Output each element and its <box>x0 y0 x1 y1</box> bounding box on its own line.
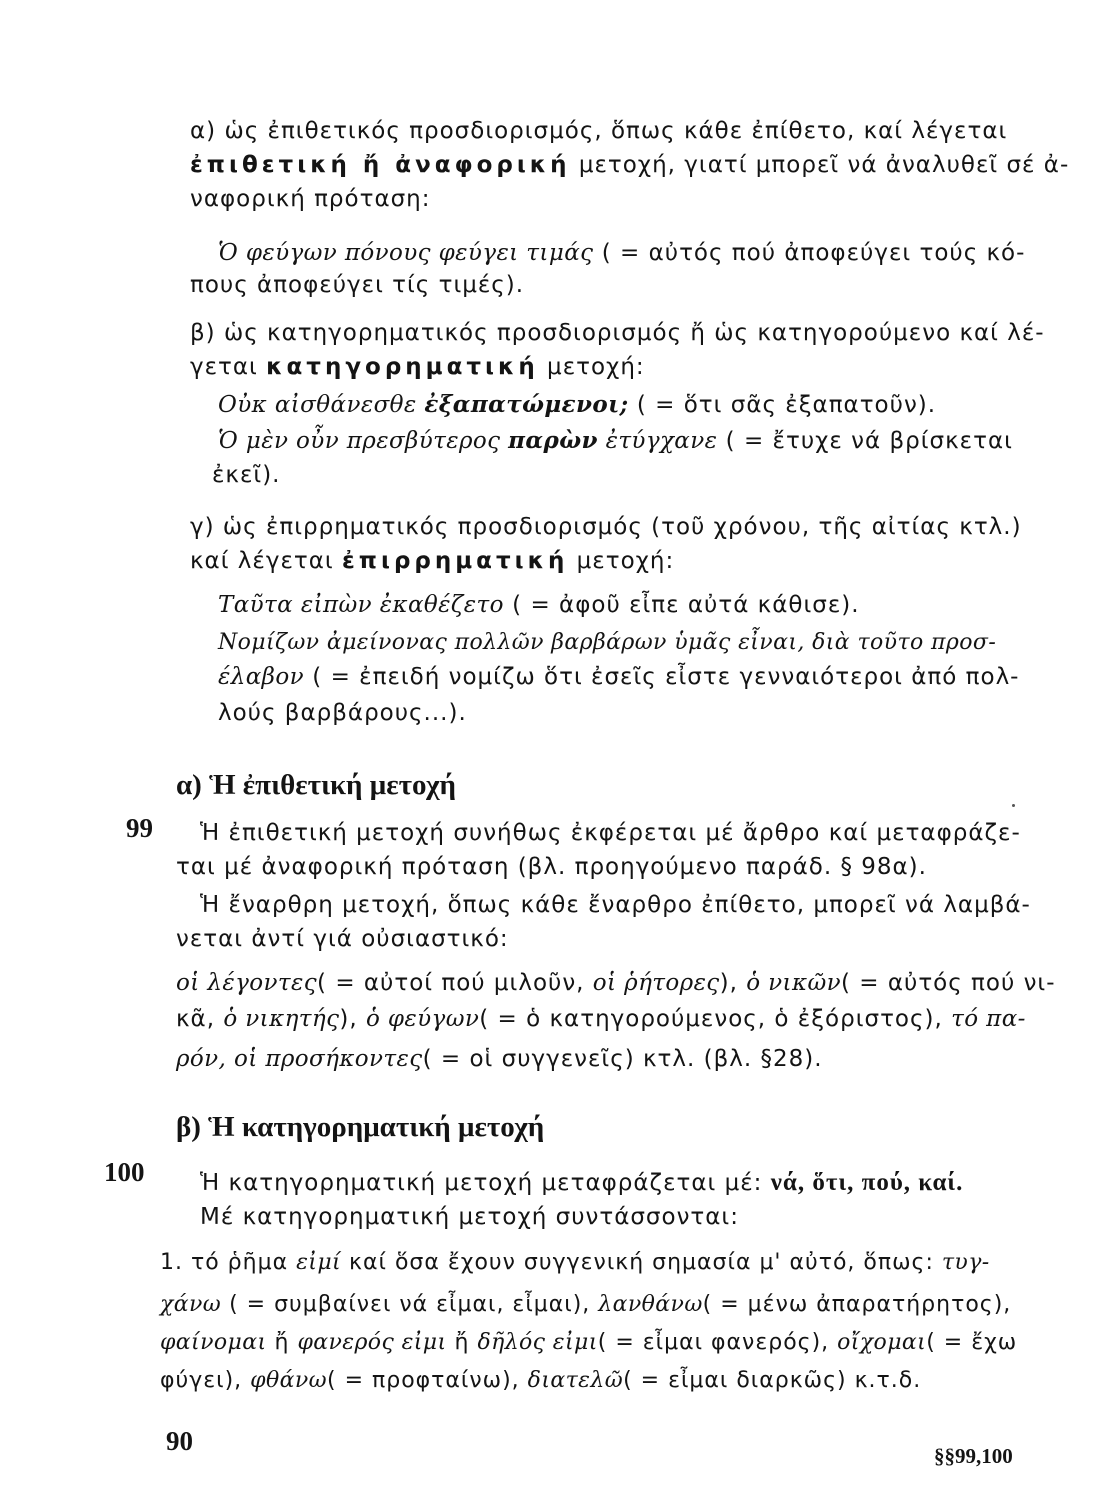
explanation: ( = αὐτός πού νι- <box>840 970 1056 996</box>
explanation: ( = μένω ἀπαρατήρητος), <box>702 1292 1012 1317</box>
section-a-p1-line-2: ται μέ ἀναφορική πρόταση (βλ. προηγούμενο παράδ. § 98α). <box>176 854 927 880</box>
section-b-item-1-line-1 <box>160 1248 990 1278</box>
intro-b-example-2: Ὁ μὲν οὖν πρεσβύτερος παρὼν ἐτύγχανε ( = ἔτυχε νά βρίσκεται <box>218 427 1013 454</box>
section-number-100: 100 <box>104 1157 145 1187</box>
section-a-example-line-3 <box>176 1044 823 1074</box>
greek-term: ὁ νικητής <box>223 1006 340 1032</box>
greek-term: φαίνομαι <box>160 1330 267 1355</box>
section-b-p1-line-1: Ἡ κατηγορηματική μετοχή μεταφράζεται μέ: νά, ὅτι, πού, καί. <box>200 1169 964 1196</box>
translation-words: νά, ὅτι, πού, καί. <box>770 1169 964 1196</box>
page-number: 90 <box>166 1426 193 1456</box>
explanation: ἤ <box>266 1330 298 1355</box>
page-speck <box>1012 804 1015 807</box>
term-katigorimatiki: κατηγορηματική <box>266 354 539 380</box>
greek-term: ὁ φεύγων <box>365 1006 480 1032</box>
greek-term: οἱ λέγοντες <box>176 970 318 996</box>
intro-a-text: α) ὡς ἐπιθετικός προσδιορισμός, ὅπως κάθε ἐπίθετο, καί λέγεται <box>190 118 1008 144</box>
greek-example: Ὁ φεύγων πόνους φεύγει τιμάς <box>218 240 594 266</box>
section-a-p2-line-2: νεται ἀντί γιά οὐσιαστικό: <box>176 926 509 952</box>
section-heading-epithetiki: α) Ἡ ἐπιθετική μετοχή <box>176 769 456 801</box>
greek-term: οἱ ῥήτορες <box>592 970 720 996</box>
explanation: καί ὅσα ἔχουν συγγενική σημασία μ' αὐτό, ὅπως: <box>341 1250 942 1275</box>
intro-b-line-2: γεται κατηγορηματική μετοχή: <box>190 354 645 380</box>
greek-term: οἴχομαι <box>837 1330 927 1355</box>
section-number-99: 99 <box>126 813 153 843</box>
section-heading-katigorimatiki: β) Ἡ κατηγορηματική μετοχή <box>176 1111 545 1143</box>
explanation: κᾶ, <box>176 1006 224 1032</box>
greek-term: ὁ νικῶν <box>746 970 841 996</box>
explanation: ( = συμβαίνει νά εἶμαι, εἶμαι), <box>221 1292 599 1317</box>
intro-c-line-2: καί λέγεται ἐπιρρηματική μετοχή: <box>190 548 675 574</box>
explanation: ( = εἶμαι διαρκῶς) κ.τ.δ. <box>623 1368 922 1393</box>
greek-term: φανερός εἰμι <box>297 1330 447 1355</box>
explanation: ἤ <box>446 1330 478 1355</box>
greek-term: τό πα- <box>951 1006 1026 1032</box>
section-a-example-line-1 <box>176 968 1056 998</box>
intro-c-example-2-end: λούς βαρβάρους...). <box>218 700 467 726</box>
intro-c-example-2: Νομίζων ἀμείνονας πολλῶν βαρβάρων ὑμᾶς εἶναι, διὰ τοῦτο προσ- <box>218 630 997 655</box>
section-reference: §§99,100 <box>934 1444 1013 1468</box>
intro-b-line-1: β) ὡς κατηγορηματικός προσδιορισμός ἤ ὡς κατηγορούμενο καί λέ- <box>190 320 1045 346</box>
section-a-p2-line-1: Ἡ ἔναρθρη μετοχή, ὅπως κάθε ἔναρθρο ἐπίθετο, μπορεῖ νά λαμβά- <box>200 892 1031 918</box>
intro-c-example-1: Ταῦτα εἰπὼν ἐκαθέζετο ( = ἀφοῦ εἶπε αὐτά κάθισε). <box>218 592 860 618</box>
section-b-item-1-line-2 <box>160 1290 1011 1320</box>
intro-c-line-1: γ) ὡς ἐπιρρηματικός προσδιορισμός (τοῦ χρόνου, τῆς αἰτίας κτλ.) <box>190 514 1022 540</box>
explanation: ( = εἶμαι φανερός), <box>597 1330 838 1355</box>
greek-term: εἰμί <box>296 1250 342 1275</box>
greek-term: τυγ- <box>941 1250 990 1275</box>
greek-term: ρόν, οἱ προσήκοντες <box>176 1046 423 1072</box>
translation: ( = αὐτός πού ἀποφεύγει τούς κό- <box>593 240 1026 266</box>
intro-b-example-2-cont: ἐκεῖ). <box>212 462 281 488</box>
greek-term: δῆλός εἰμι <box>477 1330 598 1355</box>
greek-term: φθάνω <box>250 1368 327 1393</box>
explanation: ( = προφταίνω), <box>327 1368 528 1393</box>
explanation: ), <box>339 1006 366 1032</box>
intro-a-example-1-cont: πους ἀποφεύγει τίς τιμές). <box>190 272 525 298</box>
intro-c-example-2-cont: έλαβον ( = ἐπειδή νομίζω ὅτι ἐσεῖς εἶστε γενναιότεροι ἀπό πολ- <box>218 664 1020 690</box>
greek-term: διατελῶ <box>527 1368 624 1393</box>
section-b-item-1-line-4 <box>160 1366 921 1396</box>
term-epirrimatiki: ἐπιρρηματική <box>342 548 569 574</box>
intro-b-example-1: Οὐκ αἰσθάνεσθε ἐξαπατώμενοι; ( = ὅτι σᾶς ἐξαπατοῦν). <box>218 391 937 418</box>
explanation: ( = ὁ κατηγορούμενος, ὁ ἐξόριστος), <box>479 1006 952 1032</box>
section-b-p1-line-2: Μέ κατηγορηματική μετοχή συντάσσονται: <box>200 1204 739 1230</box>
section-b-item-1-line-3 <box>160 1328 1017 1358</box>
explanation: ), <box>719 970 747 996</box>
explanation: ( = οἱ συγγενεῖς) κτλ. (βλ. §28). <box>422 1046 823 1072</box>
explanation: ( = αὐτοί πού μιλοῦν, <box>317 970 593 996</box>
greek-term: λανθάνω <box>598 1292 703 1317</box>
section-a-example-line-2 <box>176 1004 1026 1034</box>
term-epithetiki: ἐπιθετική ἤ ἀναφορική <box>190 152 571 178</box>
intro-a-line-3: ναφορική πρόταση: <box>190 186 431 212</box>
intro-a-line-1 <box>190 116 1007 146</box>
greek-term: χάνω <box>160 1292 222 1317</box>
explanation: 1. τό ῥῆμα <box>160 1250 297 1275</box>
section-a-p1-line-1: Ἡ ἐπιθετική μετοχή συνήθως ἐκφέρεται μέ ἄρθρο καί μεταφράζε- <box>200 820 1021 846</box>
intro-a-line-2: ἐπιθετική ἤ ἀναφορική μετοχή, γιατί μπορεῖ νά ἀναλυθεῖ σέ ἀ- <box>190 152 1070 178</box>
explanation: ( = ἔχω <box>926 1330 1018 1355</box>
explanation: φύγει), <box>160 1368 251 1393</box>
intro-a-example-1 <box>218 238 1025 268</box>
